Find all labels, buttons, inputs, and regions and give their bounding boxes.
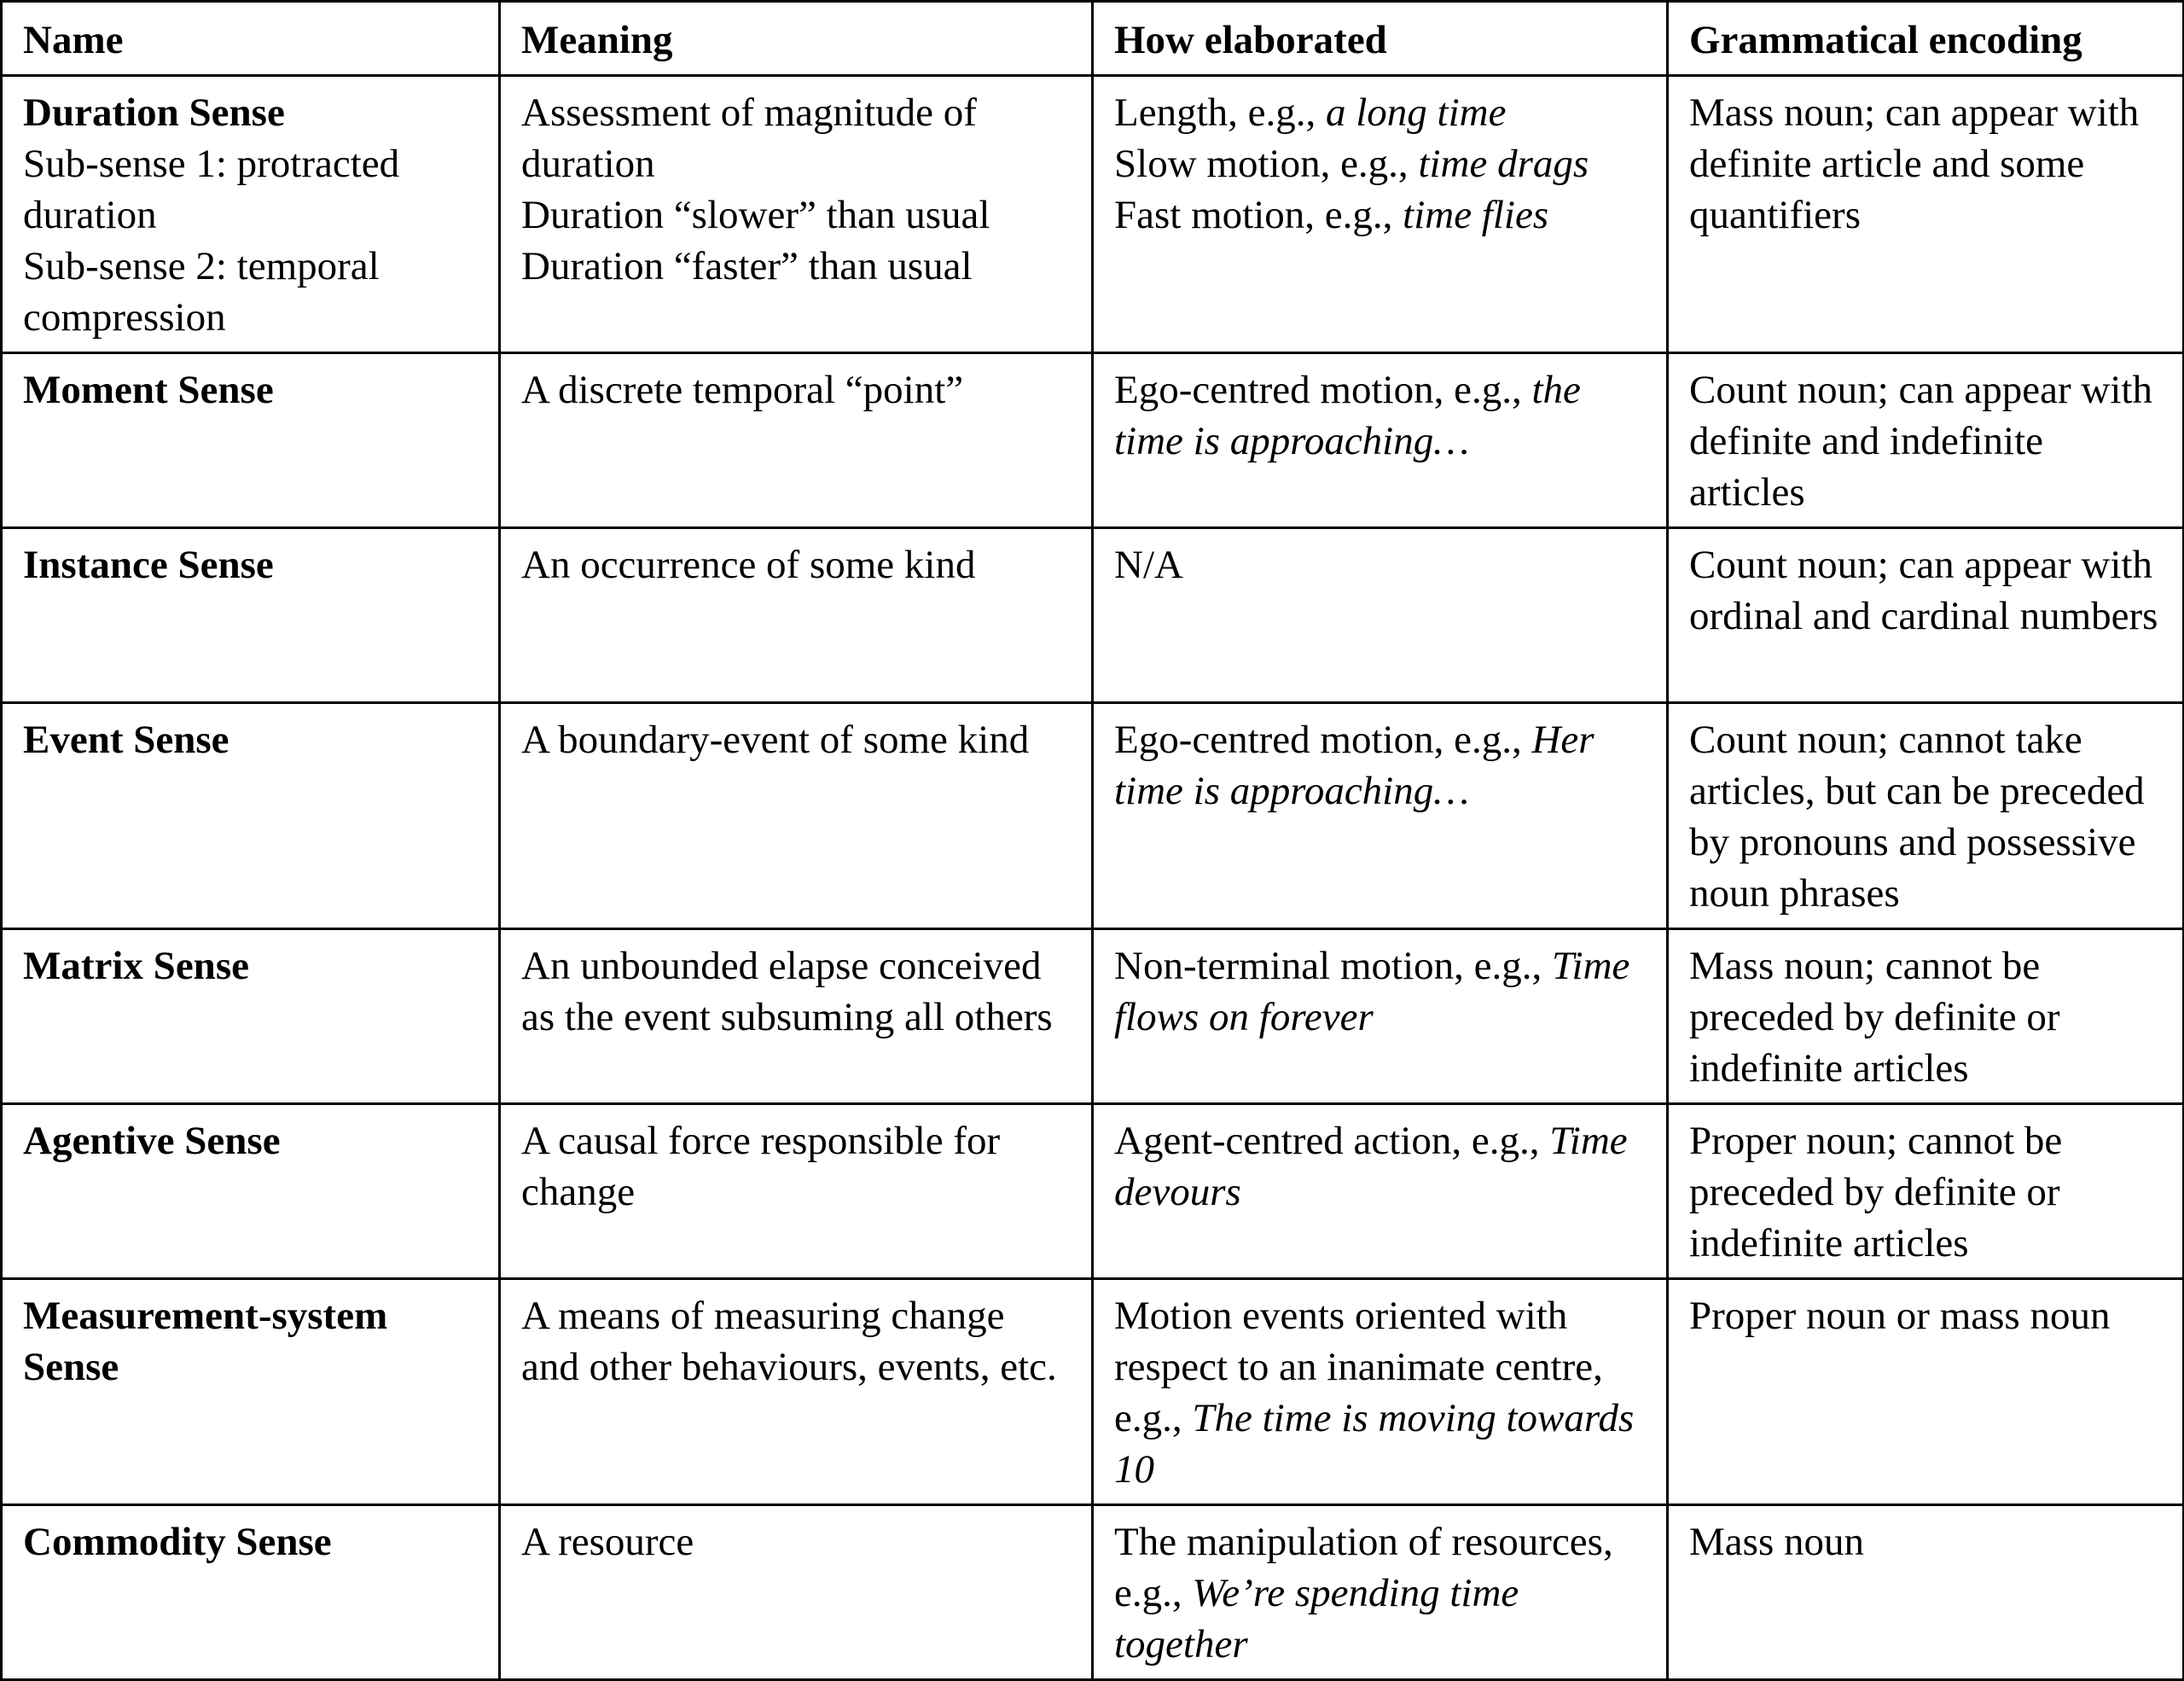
row-elaboration-cell: The manipulation of resources, e.g., We’re spending time together: [1093, 1505, 1668, 1680]
row-elaboration-cell: [1093, 76, 1668, 353]
row-name: Moment Sense: [2, 353, 500, 528]
row-meaning-cell: A boundary-event of some kind: [500, 703, 1093, 929]
table-row: [2, 528, 2184, 703]
row-name: Commodity Sense: [2, 1505, 500, 1680]
row-name: Matrix Sense: [2, 929, 500, 1104]
header-row: [2, 2, 2184, 76]
row-name: Agentive Sense: [2, 1104, 500, 1279]
row-elaboration-cell: Agent-centred action, e.g., Time devours: [1093, 1104, 1668, 1279]
elaboration-line: Length, e.g., a long time: [1114, 90, 1507, 135]
row-encoding-cell: Count noun; can appear with definite and indefinite articles: [1668, 353, 2184, 528]
table-row: [2, 1279, 2184, 1505]
table-row: [2, 1104, 2184, 1279]
row-elaboration-cell: Motion events oriented with respect to an inanimate centre, e.g., The time is moving towards 10: [1093, 1279, 1668, 1505]
table-row: [2, 703, 2184, 929]
subsense-2: Sub-sense 2: temporal compression: [23, 244, 380, 340]
row-encoding-cell: Mass noun: [1668, 1505, 2184, 1680]
row-name: Event Sense: [2, 703, 500, 929]
row-encoding-cell: Mass noun; cannot be preceded by definite or indefinite articles: [1668, 929, 2184, 1104]
row-meaning-cell: A discrete temporal “point”: [500, 353, 1093, 528]
row-name: Instance Sense: [2, 528, 500, 703]
row-meaning-cell: [500, 76, 1093, 353]
row-encoding-cell: Proper noun; cannot be preceded by definite or indefinite articles: [1668, 1104, 2184, 1279]
elaboration-line: Fast motion, e.g., time flies: [1114, 193, 1549, 237]
row-encoding-cell: Proper noun or mass noun: [1668, 1279, 2184, 1505]
row-encoding-cell: Mass noun; can appear with definite article and some quantifiers: [1668, 76, 2184, 353]
meaning-line: Assessment of magnitude of duration: [521, 90, 977, 186]
row-meaning-cell: A resource: [500, 1505, 1093, 1680]
row-meaning-cell: An occurrence of some kind: [500, 528, 1093, 703]
row-elaboration-cell: N/A: [1093, 528, 1668, 703]
row-name-cell: [2, 76, 500, 353]
row-meaning-cell: A causal force responsible for change: [500, 1104, 1093, 1279]
table-row: [2, 1505, 2184, 1680]
header-how-elaborated: How elaborated: [1093, 2, 1668, 76]
row-elaboration-cell: Ego-centred motion, e.g., the time is approaching…: [1093, 353, 1668, 528]
row-name: Duration Sense: [23, 90, 285, 135]
header-name: Name: [2, 2, 500, 76]
row-meaning-cell: An unbounded elapse conceived as the event subsuming all others: [500, 929, 1093, 1104]
row-encoding-cell: Count noun; cannot take articles, but can be preceded by pronouns and possessive noun phrases: [1668, 703, 2184, 929]
subsense-1: Sub-sense 1: protracted duration: [23, 142, 400, 237]
header-grammatical-encoding: Grammatical encoding: [1668, 2, 2184, 76]
row-name: Measurement-system Sense: [2, 1279, 500, 1505]
row-meaning-cell: A means of measuring change and other behaviours, events, etc.: [500, 1279, 1093, 1505]
table-row: [2, 929, 2184, 1104]
table-row: [2, 353, 2184, 528]
row-elaboration-cell: Ego-centred motion, e.g., Her time is approaching…: [1093, 703, 1668, 929]
row-elaboration-cell: Non-terminal motion, e.g., Time flows on forever: [1093, 929, 1668, 1104]
header-meaning: Meaning: [500, 2, 1093, 76]
elaboration-line: Slow motion, e.g., time drags: [1114, 142, 1589, 186]
meaning-line: Duration “faster” than usual: [521, 244, 973, 288]
row-encoding-cell: Count noun; can appear with ordinal and cardinal numbers: [1668, 528, 2184, 703]
meaning-line: Duration “slower” than usual: [521, 193, 990, 237]
table-row: [2, 76, 2184, 353]
